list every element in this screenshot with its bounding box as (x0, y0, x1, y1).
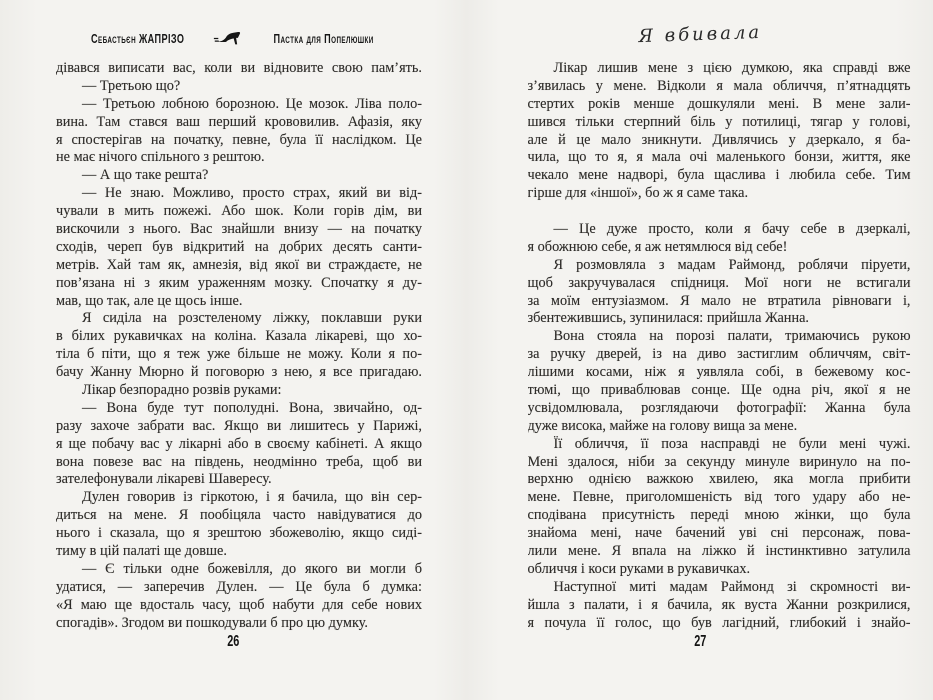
text-line: тюмі, що приваблював сонце. Ще одна річ, якої я не (527, 382, 911, 399)
text-line: тіла б піти, що я теж уже більше не можу. Коли я по- (56, 346, 422, 363)
text-line: усвідомлювала, розглядаючи фотографії: Жанна була (527, 399, 911, 416)
text-line: — Є тільки одне божевілля, до якого ви могли б (82, 560, 422, 577)
chapter-title-script: Я вбивала (637, 21, 762, 48)
text-line: пов’язана ні з яким ураженням мозку. Спочатку я ду- (56, 274, 422, 291)
text-line: вона повезе вас на південь, неодмінно треба, щоб ви (56, 453, 422, 470)
text-line: обличчя і коси руками в рукавичках. (527, 560, 751, 577)
text-line: Вона стояла на порозі палати, тримаючись рукою (553, 328, 911, 345)
page-number-right: 27 (693, 633, 706, 650)
text-line: бачу Жанну Мюрно й поговорю з нею, я все пригадаю. (56, 364, 422, 381)
text-line: з’явилась у мене. Відколи я мала обличчя, п’ятнадцять (527, 77, 911, 94)
text-line: разу захоче забрати вас. Якщо ви лишитесь у Парижі, (56, 417, 422, 434)
text-line: сходів, череп був відкритий на добрих десять санти- (56, 238, 422, 255)
text-line: чила, що то я, я мала очі маленького бонзи, життя, яке (527, 149, 911, 166)
text-line: але й це мало зникнути. Дивлячись у дзеркало, я ба- (527, 131, 911, 148)
text-line: лішими косами, ніж я уявляла собі, в бежевому кос- (527, 364, 911, 381)
text-line: Наступної миті мадам Раймонд зі скромності ви- (553, 578, 911, 595)
text-line: Дулен говорив із гіркотою, і я бачила, що він сер- (82, 489, 422, 506)
text-line: Її обличчя, її поза насправді не були мені чужі. (553, 435, 911, 452)
text-line: шився тільки стерпний біль у потилиці, тягар у голові, (527, 113, 911, 130)
page-number-left: 26 (227, 633, 240, 650)
blank-line (528, 203, 911, 221)
text-line: дівався виписати вас, коли ви відновите свою пам’ять. (56, 60, 422, 76)
text-line: мене. Певне, приголомшеність від того удару або не- (527, 489, 911, 506)
text-line: диться на мене. Я пообіцяла часто навідуватися до (56, 507, 422, 524)
text-line: удатися, — заперечив Дулен. — Це була б думка: (56, 578, 422, 595)
text-line: лили мене. Я впала на ліжко й інстинктивно затулила (527, 543, 911, 560)
running-header-left (0, 29, 467, 47)
text-line: нього і сказала, що я зрештою збожеволію, якщо сиді- (56, 525, 422, 542)
text-line: мав, що так, але це щось інше. (56, 292, 243, 309)
text-line: — Вона буде тут пополудні. Вона, звичайно, од- (82, 399, 422, 416)
text-line: метрів. Хай там як, амнезія, від якої ви страждаєте, не (56, 256, 422, 273)
text-line: спогадів». Згодом ви пошкодували б про цю думку. (56, 614, 368, 631)
text-line: дуже висока, майже на голову вища за мене. (527, 417, 798, 434)
text-line: — А що таке решта? (82, 167, 209, 184)
text-line: я обожнюю себе, я аж нетямлюся від себе! (527, 238, 788, 255)
text-line: я почула її голос, що був лагідний, глибокий і знайо- (527, 614, 911, 631)
text-line: знайома мені, наче бачений уві сні персонаж, пова- (527, 525, 911, 542)
text-column-left (56, 60, 422, 633)
text-line: — Це дуже просто, коли я бачу себе в дзеркалі, (553, 221, 911, 238)
text-line: Лікар безпорадно розвів руками: (82, 382, 282, 399)
text-line: Я розмовляла з мадам Раймонд, роблячи піруети, (553, 256, 911, 273)
book-title: Пастка для Попелюшки (273, 30, 375, 46)
text-column-right (528, 60, 911, 633)
text-line: вискочили з нього. Вас знайшли внизу — на початку (56, 221, 422, 238)
high-heel-shoe-icon (213, 30, 243, 47)
text-line: в білих рукавичках на коліна. Казала лікареві, що хо- (56, 328, 422, 345)
page-right (467, 0, 933, 700)
text-line: збентежившись, зупинилася: прийшла Жанна. (527, 310, 810, 327)
text-line: за ручку дверей, із на диво застиглим обличчям, світ- (527, 346, 911, 363)
text-line: гірше для «іншої», бо ж я саме така. (527, 185, 749, 202)
text-line: Лікар лишив мене з цією думкою, яка справді вже (553, 60, 911, 76)
text-line: йшла з палати, і я бачила, як вуста Жанни розкрилися, (527, 596, 911, 613)
text-line: стертих років менше дошкуляли мені. В мене зали- (527, 95, 911, 112)
author-name: Себастьєн ЖАПРІЗО (90, 30, 185, 46)
text-line: Мені здалося, ніби за секунду минуле виринуло на по- (527, 453, 911, 470)
text-line: чували в мить пожежі. Або шок. Коли горів дім, ви (56, 203, 422, 220)
text-line: я ще побачу вас у лікарні або в своєму кабінеті. А якщо (56, 435, 422, 452)
text-line: за моїм ентузіазмом. Я мало не втратила рівноваги і, (527, 292, 911, 309)
text-line: я спостерігав на початку, певне, була її наслідком. Це (56, 131, 422, 148)
text-line: верхню однією важкою хвилею, яка могла прибити (527, 471, 911, 488)
text-line: — Третьою лобною борозною. Це мозок. Ліва поло- (82, 95, 422, 112)
text-line: сподівана присутність переді мною жінки, що була (527, 507, 911, 524)
text-line: зателефонували лікареві Шавересу. (56, 471, 272, 488)
text-line: не має нічого спільного з рештою. (56, 149, 265, 166)
text-line: тиму в цій палаті ще довше. (56, 543, 227, 560)
text-line: — Не знаю. Можливо, просто страх, який ви від- (82, 185, 422, 202)
text-line: вина. Там стався ваш перший крововилив. Афазія, яку (56, 113, 422, 130)
text-line: щоб закручувалася спідниця. Мої ноги не встигали (527, 274, 911, 291)
text-line: «Я маю ще вдосталь часу, щоб набути для себе нових (56, 596, 422, 613)
text-line: Я сиділа на розстеленому ліжку, поклавши руки (82, 310, 422, 327)
text-line: — Третьою що? (82, 77, 181, 94)
text-line: чекало мене надворі, була щаслива і любила себе. Тим (527, 167, 911, 184)
